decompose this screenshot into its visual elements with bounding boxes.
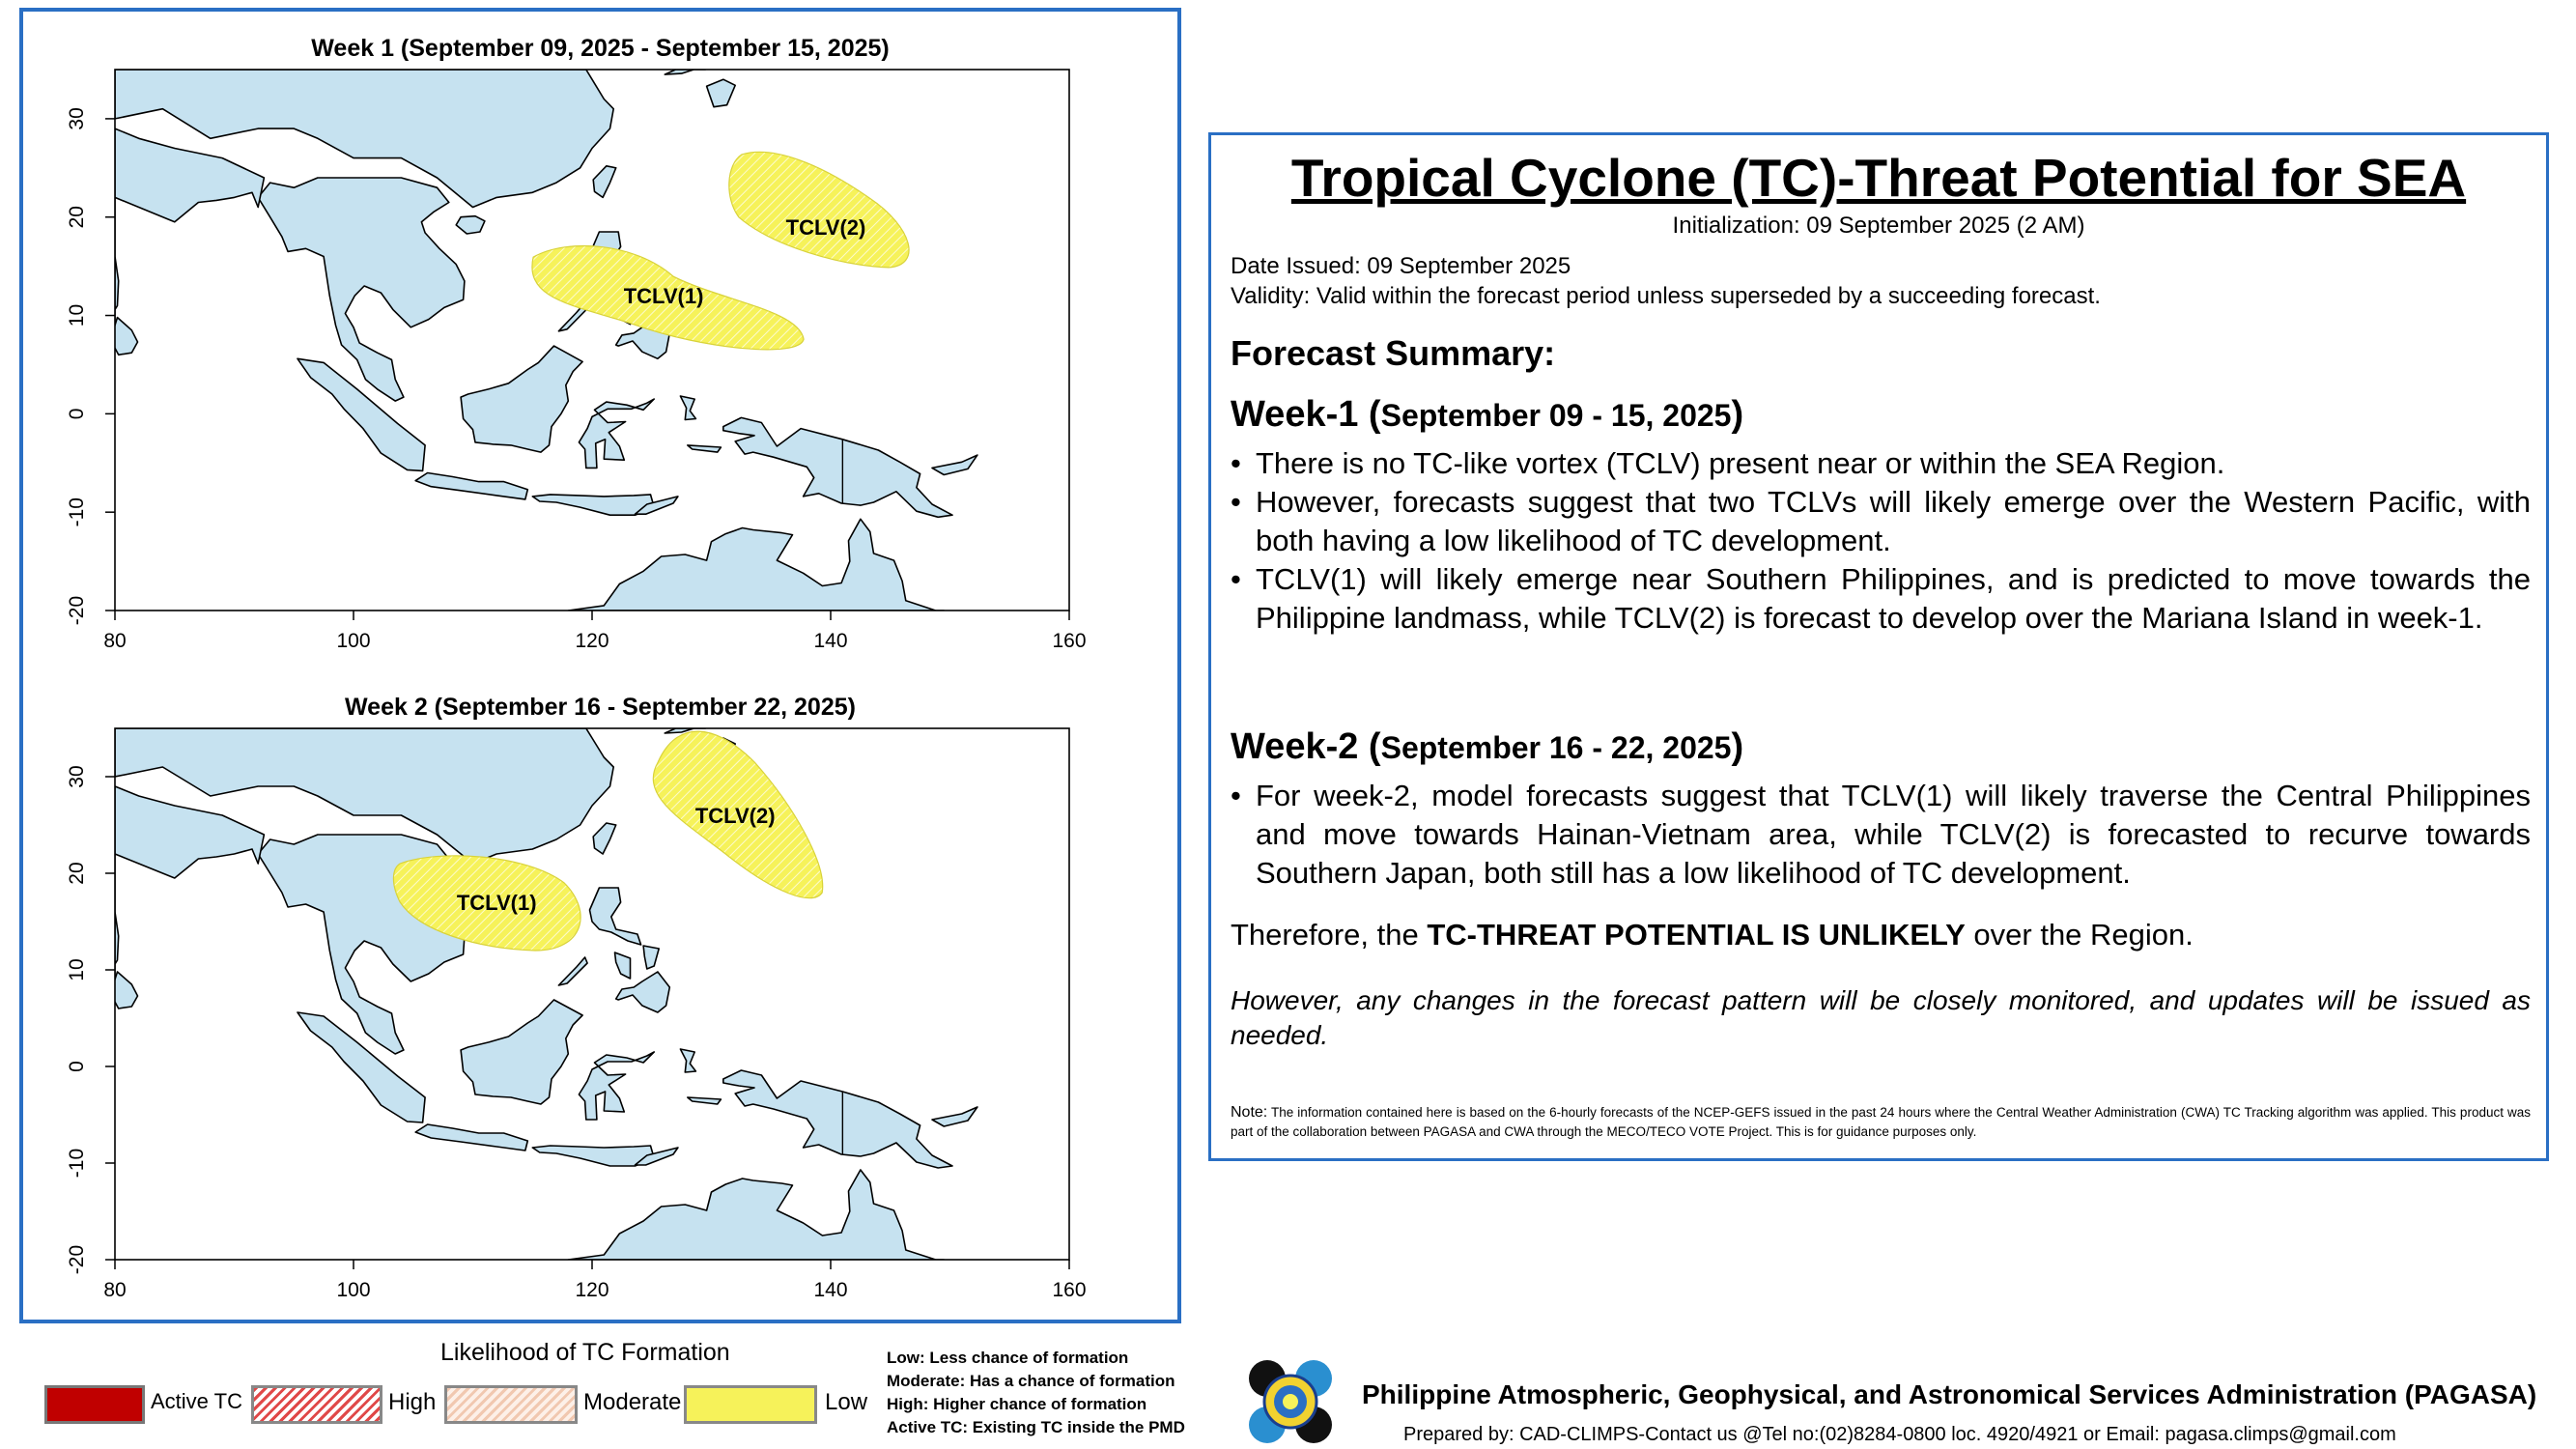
initialization-text: Initialization: 09 September 2025 (2 AM) — [1672, 213, 2085, 239]
x-tick-label: 120 — [575, 630, 609, 652]
tclv-area — [729, 152, 909, 268]
legend-def-active-tc: Active TC: Existing TC inside the PMD — [887, 1418, 1185, 1436]
legend-swatch-low — [684, 1385, 817, 1424]
land-sumatra — [297, 1012, 425, 1122]
note-label: Note: — [1231, 1104, 1268, 1121]
x-tick-label: 160 — [1052, 630, 1087, 652]
land-seram — [688, 445, 722, 452]
week1-map-title: Week 1 (September 09, 2025 - September 15, 2025) — [311, 35, 890, 62]
x-tick-label: 120 — [575, 1279, 609, 1301]
land-seram — [688, 1097, 722, 1104]
land-australia — [568, 1170, 944, 1260]
landmass-layer — [108, 725, 977, 1260]
legend-label-moderate: Moderate — [583, 1389, 682, 1415]
x-tick-label: 100 — [336, 1279, 371, 1301]
x-tick-label: 160 — [1052, 1279, 1087, 1301]
land-halmahera — [680, 1049, 695, 1072]
list-item: • TCLV(1) will likely emerge near Southern Philippines, and is predicted to move towards the Philippine landmass, while TCLV(2) is forecast to develop over the Mariana Island in week-1. — [1231, 560, 2531, 638]
x-tick-label: 80 — [103, 630, 127, 652]
x-tick-label: 140 — [813, 630, 848, 652]
legend-swatch-moderate — [444, 1385, 578, 1424]
land-new-guinea — [723, 417, 952, 517]
land-sri-lanka — [113, 318, 138, 355]
footer-contact: Prepared by: CAD-CLIMPS-Contact us @Tel no:(02)8284-0800 loc. 4920/4921 or Email: pagasa.climps@gmail.com — [1403, 1424, 2396, 1445]
week1-dates: September 09 - 15, 2025 — [1380, 398, 1732, 433]
y-tick-label: 20 — [66, 862, 88, 885]
land-sumatra — [297, 358, 425, 470]
land-indochina — [258, 178, 465, 401]
x-tick-label: 80 — [103, 1279, 127, 1301]
legend-def-moderate: Moderate: Has a chance of formation — [887, 1372, 1175, 1390]
land-samar-leyte — [643, 946, 659, 969]
week1-close: ) — [1731, 394, 1744, 435]
forecast-text-panel — [1208, 132, 2549, 1161]
land-japan-kyushu — [707, 79, 736, 107]
legend-def-low: Low: Less chance of formation — [887, 1349, 1129, 1367]
week2-dates: September 16 - 22, 2025 — [1380, 730, 1732, 765]
week2-heading — [1231, 726, 1743, 768]
y-tick-label: 0 — [66, 1061, 88, 1072]
week2-map — [23, 721, 1177, 1329]
week1-map — [23, 62, 1177, 680]
week1-label: Week-1 ( — [1231, 394, 1381, 435]
footer-organization: Philippine Atmospheric, Geophysical, and Astronomical Services Administration (PAGASA) — [1362, 1379, 2537, 1409]
list-item: • For week-2, model forecasts suggest that TCLV(1) will likely traverse the Central Philippines and move towards Hainan-Vietnam area, while TCLV(2) is forecasted to recurve towards Southern Japan, both still has a low likelihood of TC development. — [1231, 777, 2531, 893]
legend-label-active-tc: Active TC — [151, 1389, 242, 1413]
week2-close: ) — [1731, 726, 1744, 767]
land-taiwan — [593, 166, 616, 198]
date-issued-text: Date Issued: 09 September 2025 — [1231, 253, 1571, 279]
week2-bullet-list — [1231, 777, 2531, 893]
tclv-label: TCLV(2) — [785, 214, 866, 240]
monitoring-note: However, any changes in the forecast pattern will be closely monitored, and updates will be issued as needed. — [1231, 985, 2531, 1050]
land-java — [415, 473, 527, 499]
land-sulawesi — [579, 1052, 654, 1120]
land-visayas-mindanao — [616, 972, 670, 1012]
maps-panel — [19, 8, 1181, 1323]
land-taiwan — [593, 823, 616, 854]
y-tick-label: 0 — [66, 408, 88, 420]
land-sri-lanka — [113, 972, 138, 1009]
y-tick-label: 20 — [66, 206, 88, 229]
legend-swatch-active-tc — [44, 1385, 145, 1424]
week1-heading — [1231, 394, 1743, 436]
tclv-label: TCLV(1) — [456, 891, 537, 915]
land-india — [108, 786, 265, 993]
week2-label: Week-2 ( — [1231, 726, 1381, 767]
conclusion-post: over the Region. — [1965, 918, 2194, 952]
land-luzon — [590, 888, 641, 945]
y-tick-label: 30 — [66, 107, 88, 130]
map-frame — [115, 70, 1069, 611]
legend-label-low: Low — [825, 1389, 868, 1415]
map-frame — [115, 728, 1069, 1260]
list-item: • However, forecasts suggest that two TCLVs will likely emerge over the Western Pacific, with both having a low likelihood of TC development. — [1231, 483, 2531, 560]
land-sulawesi — [579, 399, 654, 468]
landmass-layer — [108, 67, 977, 611]
pagasa-logo — [1246, 1357, 1335, 1446]
legend-swatch-high — [251, 1385, 382, 1424]
x-tick-label: 140 — [813, 1279, 848, 1301]
forecast-summary-heading: Forecast Summary: — [1231, 333, 1556, 373]
land-halmahera — [680, 396, 695, 420]
land-nusa-tenggara — [532, 495, 654, 515]
land-panay-negros — [615, 952, 631, 979]
land-australia — [568, 519, 944, 611]
land-new-britain — [932, 1107, 977, 1126]
land-new-britain — [932, 455, 977, 474]
note-text: The information contained here is based on the 6-hourly forecasts of the NCEP-GEFS issued in the past 24 hours where the Central Weather Administration (CWA) TC Tracking algorithm was applied. This product was part of the collaboration between PAGASA and CWA through the MECO/TECO VOTE Project. This is for guidance purposes only. — [1231, 1105, 2531, 1139]
y-tick-label: 10 — [66, 958, 88, 981]
validity-text: Validity: Valid within the forecast period unless superseded by a succeeding forecast. — [1231, 283, 2101, 309]
land-india — [108, 128, 265, 339]
land-nusa-tenggara — [532, 1146, 654, 1166]
land-korea — [665, 67, 705, 74]
y-tick-label: -20 — [66, 1244, 88, 1275]
x-tick-label: 100 — [336, 630, 371, 652]
land-borneo — [461, 346, 582, 452]
tclv-label: TCLV(1) — [623, 284, 704, 309]
land-borneo — [461, 1000, 582, 1104]
disclaimer-note — [1231, 1103, 2531, 1142]
land-java — [415, 1124, 527, 1151]
legend-label-high: High — [388, 1389, 437, 1415]
week2-map-title: Week 2 (September 16 - September 22, 2025) — [345, 694, 856, 721]
y-tick-label: 30 — [66, 765, 88, 788]
legend-title: Likelihood of TC Formation — [440, 1339, 730, 1366]
week1-bullet-list — [1231, 444, 2531, 638]
list-item: • There is no TC-like vortex (TCLV) present near or within the SEA Region. — [1231, 444, 2531, 483]
land-new-guinea — [723, 1070, 952, 1168]
y-tick-label: -10 — [66, 1148, 88, 1179]
y-tick-label: -20 — [66, 595, 88, 626]
conclusion-text — [1231, 918, 2194, 952]
conclusion-emphasis: TC-THREAT POTENTIAL IS UNLIKELY — [1427, 918, 1966, 952]
page-title: Tropical Cyclone (TC)-Threat Potential for SEA — [1290, 148, 2467, 208]
legend — [0, 1333, 1198, 1449]
y-tick-label: 10 — [66, 303, 88, 327]
land-hainan — [456, 216, 485, 234]
y-tick-label: -10 — [66, 497, 88, 527]
conclusion-pre: Therefore, the — [1231, 918, 1428, 952]
legend-def-high: High: Higher chance of formation — [887, 1395, 1147, 1413]
tclv-label: TCLV(2) — [694, 804, 776, 828]
land-palawan — [558, 957, 587, 985]
